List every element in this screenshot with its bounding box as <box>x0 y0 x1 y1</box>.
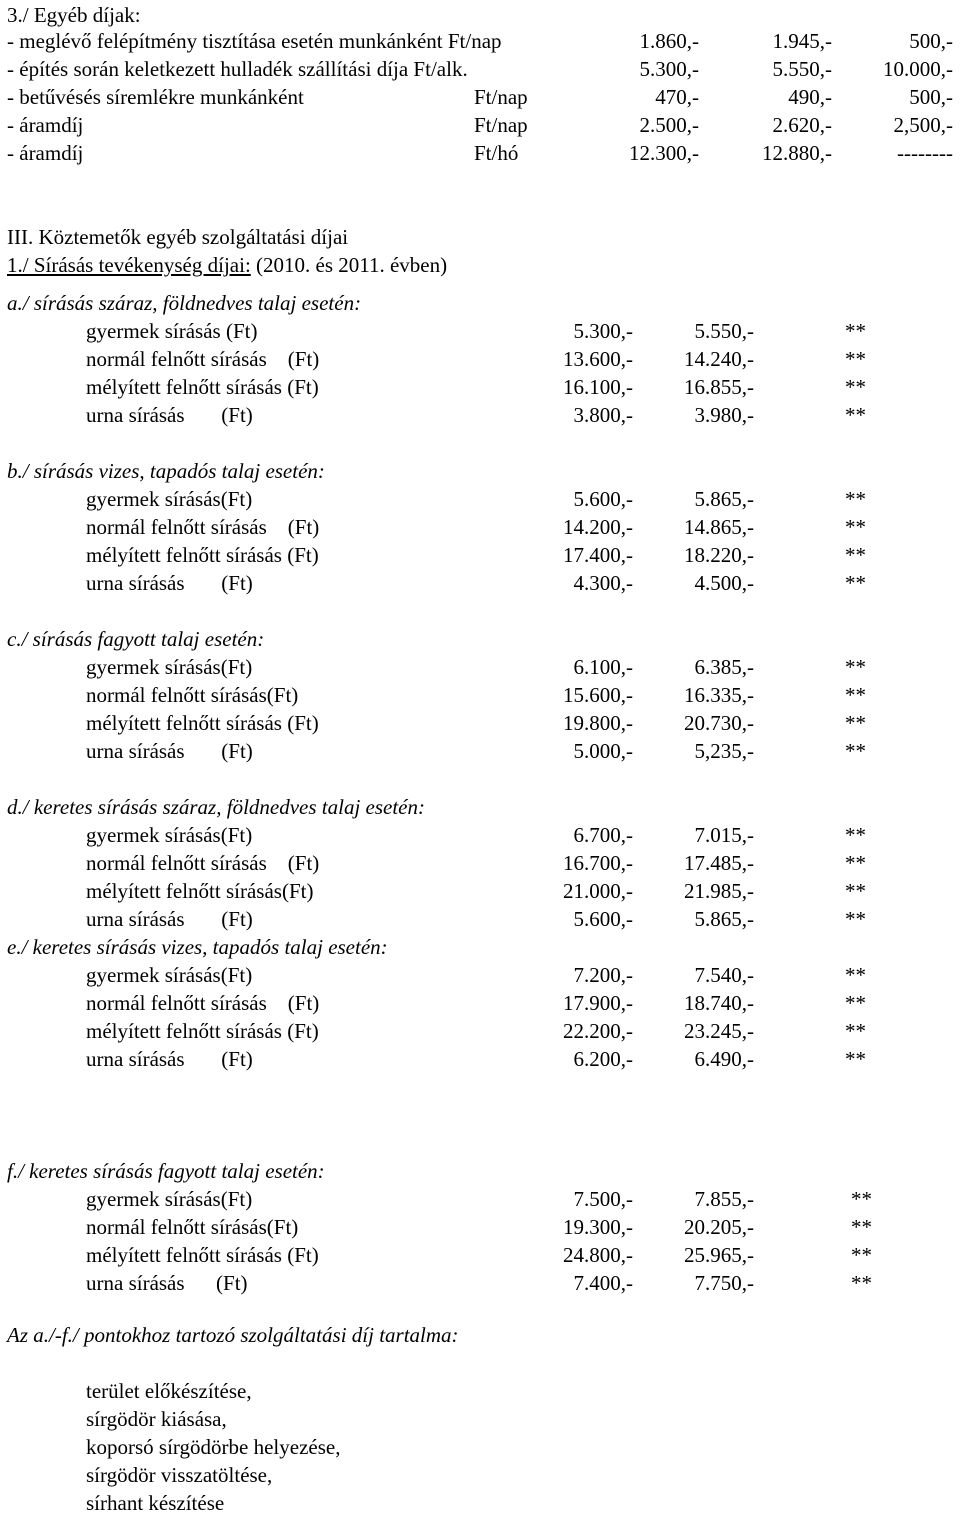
subsection-heading-underlined: 1./ Sírásás tevékenység díjai: <box>7 253 251 277</box>
fee-value-1: 5.300,- <box>639 57 699 81</box>
fee-label: mélyített felnőtt sírásás (Ft) <box>86 375 319 399</box>
fee-value-1: 19.300,- <box>563 1215 633 1239</box>
fee-mark: ** <box>845 711 866 735</box>
subsection-heading <box>7 253 447 277</box>
fee-value-1: 5.600,- <box>573 907 633 931</box>
fee-value-1: 24.800,- <box>563 1243 633 1267</box>
fee-value-2: 5.865,- <box>694 487 754 511</box>
content-item: sírgödör visszatöltése, <box>86 1463 273 1487</box>
fee-value-3: 500,- <box>909 29 953 53</box>
fee-value-2: 23.245,- <box>684 1019 754 1043</box>
fee-mark: ** <box>845 515 866 539</box>
fee-value-3: 2,500,- <box>893 113 953 137</box>
group-title: d./ keretes sírásás száraz, földnedves talaj esetén: <box>7 795 426 819</box>
fee-label: - betűvésés síremlékre munkánként <box>7 85 304 109</box>
fee-value-1: 6.200,- <box>573 1047 633 1071</box>
fee-mark: ** <box>845 375 866 399</box>
fee-value-2: 16.335,- <box>684 683 754 707</box>
fee-unit: Ft/nap <box>474 113 528 137</box>
fee-label: gyermek sírásás(Ft) <box>86 487 253 511</box>
fee-value-1: 21.000,- <box>563 879 633 903</box>
fee-mark: ** <box>851 1215 872 1239</box>
fee-mark: ** <box>845 963 866 987</box>
fee-value-1: 4.300,- <box>573 571 633 595</box>
fee-label: mélyített felnőtt sírásás (Ft) <box>86 1019 319 1043</box>
content-item: koporsó sírgödörbe helyezése, <box>86 1435 341 1459</box>
fee-value-2: 7.015,- <box>694 823 754 847</box>
fee-value-3: 10.000,- <box>883 57 953 81</box>
fee-value-2: 18.220,- <box>684 543 754 567</box>
fee-label: - meglévő felépítmény tisztítása esetén munkánként Ft/nap <box>7 29 502 53</box>
fee-value-2: 7.540,- <box>694 963 754 987</box>
fee-value-1: 13.600,- <box>563 347 633 371</box>
fee-value-2: 5.550,- <box>772 57 832 81</box>
fee-mark: ** <box>845 655 866 679</box>
fee-value-2: 20.730,- <box>684 711 754 735</box>
fee-value-1: 5.300,- <box>573 319 633 343</box>
fee-value-3: -------- <box>897 141 953 165</box>
fee-label: gyermek sírásás(Ft) <box>86 963 253 987</box>
fee-value-1: 17.900,- <box>563 991 633 1015</box>
fee-value-2: 5,235,- <box>694 739 754 763</box>
fee-mark: ** <box>845 739 866 763</box>
fee-value-1: 15.600,- <box>563 683 633 707</box>
fee-label: gyermek sírásás(Ft) <box>86 1187 253 1211</box>
fee-value-2: 20.205,- <box>684 1215 754 1239</box>
fee-label: urna sírásás (Ft) <box>86 403 253 427</box>
fee-value-1: 17.400,- <box>563 543 633 567</box>
fee-mark: ** <box>851 1187 872 1211</box>
fee-label: gyermek sírásás (Ft) <box>86 319 258 343</box>
section-heading: 3./ Egyéb díjak: <box>7 3 141 27</box>
fee-value-1: 470,- <box>655 85 699 109</box>
fee-label: - áramdíj <box>7 141 84 165</box>
fee-mark: ** <box>845 543 866 567</box>
fee-mark: ** <box>845 403 866 427</box>
fee-value-2: 2.620,- <box>772 113 832 137</box>
fee-label: mélyített felnőtt sírásás (Ft) <box>86 1243 319 1267</box>
fee-value-1: 12.300,- <box>629 141 699 165</box>
fee-label: mélyített felnőtt sírásás (Ft) <box>86 543 319 567</box>
content-heading: Az a./-f./ pontokhoz tartozó szolgáltatási díj tartalma: <box>7 1323 459 1347</box>
fee-mark: ** <box>845 571 866 595</box>
fee-unit: Ft/nap <box>474 85 528 109</box>
subsection-heading-years: (2010. és 2011. évben) <box>250 253 448 277</box>
fee-label: mélyített felnőtt sírásás(Ft) <box>86 879 314 903</box>
fee-value-1: 7.400,- <box>573 1271 633 1295</box>
content-item: sírgödör kiásása, <box>86 1407 227 1431</box>
group-title: e./ keretes sírásás vizes, tapadós talaj esetén: <box>7 935 388 959</box>
group-title: a./ sírásás száraz, földnedves talaj esetén: <box>7 291 362 315</box>
fee-label: gyermek sírásás(Ft) <box>86 655 253 679</box>
fee-value-2: 12.880,- <box>762 141 832 165</box>
fee-value-2: 25.965,- <box>684 1243 754 1267</box>
fee-value-2: 14.865,- <box>684 515 754 539</box>
fee-value-1: 19.800,- <box>563 711 633 735</box>
fee-label: urna sírásás (Ft) <box>86 739 253 763</box>
fee-mark: ** <box>845 851 866 875</box>
fee-mark: ** <box>845 487 866 511</box>
fee-mark: ** <box>851 1271 872 1295</box>
fee-label: - építés során keletkezett hulladék szállítási díja Ft/alk. <box>7 57 468 81</box>
fee-value-1: 16.100,- <box>563 375 633 399</box>
fee-mark: ** <box>845 1019 866 1043</box>
fee-mark: ** <box>845 823 866 847</box>
fee-label: normál felnőtt sírásás(Ft) <box>86 1215 299 1239</box>
fee-value-1: 6.100,- <box>573 655 633 679</box>
fee-unit: Ft/hó <box>474 141 519 165</box>
fee-value-1: 16.700,- <box>563 851 633 875</box>
fee-mark: ** <box>845 683 866 707</box>
fee-value-2: 5.550,- <box>694 319 754 343</box>
fee-mark: ** <box>845 879 866 903</box>
fee-value-1: 1.860,- <box>639 29 699 53</box>
group-title: f./ keretes sírásás fagyott talaj esetén: <box>7 1159 325 1183</box>
fee-mark: ** <box>845 347 866 371</box>
fee-mark: ** <box>851 1243 872 1267</box>
content-item: terület előkészítése, <box>86 1379 252 1403</box>
fee-label: - áramdíj <box>7 113 84 137</box>
fee-label: urna sírásás (Ft) <box>86 1271 248 1295</box>
fee-label: mélyített felnőtt sírásás (Ft) <box>86 711 319 735</box>
fee-label: urna sírásás (Ft) <box>86 1047 253 1071</box>
fee-mark: ** <box>845 1047 866 1071</box>
fee-value-2: 16.855,- <box>684 375 754 399</box>
group-title: b./ sírásás vizes, tapadós talaj esetén: <box>7 459 325 483</box>
fee-value-1: 6.700,- <box>573 823 633 847</box>
fee-value-2: 7.855,- <box>694 1187 754 1211</box>
fee-value-2: 1.945,- <box>772 29 832 53</box>
fee-value-2: 6.490,- <box>694 1047 754 1071</box>
fee-value-2: 21.985,- <box>684 879 754 903</box>
fee-value-2: 7.750,- <box>694 1271 754 1295</box>
fee-label: urna sírásás (Ft) <box>86 907 253 931</box>
section-title: III. Köztemetők egyéb szolgáltatási díjai <box>7 225 349 249</box>
fee-value-2: 18.740,- <box>684 991 754 1015</box>
fee-label: urna sírásás (Ft) <box>86 571 253 595</box>
fee-value-2: 5.865,- <box>694 907 754 931</box>
fee-mark: ** <box>845 319 866 343</box>
fee-mark: ** <box>845 907 866 931</box>
fee-value-1: 14.200,- <box>563 515 633 539</box>
fee-label: normál felnőtt sírásás (Ft) <box>86 515 320 539</box>
fee-value-2: 3.980,- <box>694 403 754 427</box>
fee-value-1: 3.800,- <box>573 403 633 427</box>
group-title: c./ sírásás fagyott talaj esetén: <box>7 627 265 651</box>
fee-value-1: 5.600,- <box>573 487 633 511</box>
fee-value-1: 2.500,- <box>639 113 699 137</box>
fee-label: normál felnőtt sírásás (Ft) <box>86 851 320 875</box>
fee-label: normál felnőtt sírásás (Ft) <box>86 347 320 371</box>
fee-mark: ** <box>845 991 866 1015</box>
fee-label: normál felnőtt sírásás (Ft) <box>86 991 320 1015</box>
fee-value-3: 500,- <box>909 85 953 109</box>
fee-value-2: 4.500,- <box>694 571 754 595</box>
fee-value-1: 7.500,- <box>573 1187 633 1211</box>
fee-label: gyermek sírásás(Ft) <box>86 823 253 847</box>
fee-value-2: 17.485,- <box>684 851 754 875</box>
fee-value-1: 7.200,- <box>573 963 633 987</box>
fee-value-2: 14.240,- <box>684 347 754 371</box>
fee-value-2: 490,- <box>788 85 832 109</box>
content-item: sírhant készítése <box>86 1491 225 1515</box>
fee-value-1: 5.000,- <box>573 739 633 763</box>
fee-label: normál felnőtt sírásás(Ft) <box>86 683 299 707</box>
fee-value-2: 6.385,- <box>694 655 754 679</box>
fee-value-1: 22.200,- <box>563 1019 633 1043</box>
